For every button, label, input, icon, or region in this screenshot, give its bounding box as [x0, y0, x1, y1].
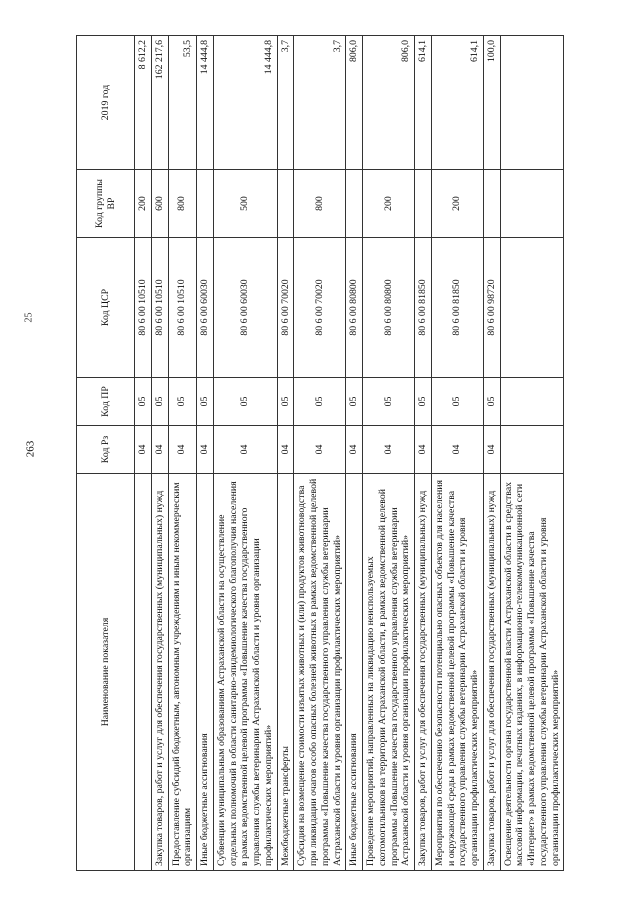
cell-pr: 05 [277, 378, 294, 426]
cell-amount: 806,0 [346, 36, 363, 170]
cell-name: Предоставление субсидий бюджетным, автономным учреждениям и иным некоммерческим организациям [168, 474, 197, 871]
cell-amount: 100,0 [483, 36, 500, 170]
table-row [168, 36, 197, 871]
cell-pr: 05 [346, 378, 363, 426]
table-body [135, 36, 564, 871]
header-row [77, 36, 135, 871]
cell-vr [277, 170, 294, 238]
table-row [483, 36, 500, 871]
cell-name: Освещение деятельности органа государственной власти Астраханской области в средствах массовой информации, печатных изданиях, в информационно-телекоммуникационной сети «Интернет» в рамках ведомственной целевой программы «Повышение качества государственного управления службы ветеринарии Астраханской области и уровня организации профилактических мероприятий» [500, 474, 564, 871]
cell-rz [500, 426, 564, 474]
header-csr: Код ЦСР [77, 238, 135, 378]
cell-csr: 80 6 00 70020 [277, 238, 294, 378]
cell-name: Субсидия на возмещение стоимости изъятых животных и (или) продуктов животноводства при ликвидации очагов особо опасных болезней животных в рамках ведомственной целевой программы «Повышение качества государственного управления службы ветеринарии Астраханской области и уровня организации профилактических мероприятий» [294, 474, 346, 871]
table-row [197, 36, 214, 871]
cell-rz: 04 [415, 426, 432, 474]
cell-rz: 04 [363, 426, 415, 474]
cell-pr: 05 [197, 378, 214, 426]
handwritten-stamp: 25 [23, 312, 35, 323]
cell-csr: 80 6 00 98720 [483, 238, 500, 378]
table-row [213, 36, 277, 871]
table-row [363, 36, 415, 871]
cell-pr [500, 378, 564, 426]
cell-name: Мероприятия по обеспечению безопасности потенциально опасных объектов для населения и окружающей среды в рамках ведомственной целевой программы «Повышение качества государственного управления службы ветеринарии Астраханской области и уровня организации профилактических мероприятий» [431, 474, 483, 871]
cell-pr: 05 [483, 378, 500, 426]
cell-csr: 80 6 00 80800 [363, 238, 415, 378]
cell-rz: 04 [213, 426, 277, 474]
cell-amount: 614,1 [415, 36, 432, 170]
table-row [500, 36, 564, 871]
cell-name: Межбюджетные трансферты [277, 474, 294, 871]
cell-rz: 04 [277, 426, 294, 474]
cell-pr: 05 [363, 378, 415, 426]
cell-vr [500, 170, 564, 238]
cell-name: Иные бюджетные ассигнования [197, 474, 214, 871]
cell-pr: 05 [415, 378, 432, 426]
cell-amount: 3,7 [294, 36, 346, 170]
cell-name: Проведение мероприятий, направленных на ликвидацию неиспользуемых скотомогильников на территории Астраханской области, в рамках ведомственной целевой программы «Повышение качества государственного управления службы ветеринарии Астраханской области и уровня организации профилактических мероприятий» [363, 474, 415, 871]
cell-pr: 05 [431, 378, 483, 426]
cell-pr: 05 [213, 378, 277, 426]
cell-rz: 04 [483, 426, 500, 474]
cell-rz: 04 [294, 426, 346, 474]
header-vr: Код группы ВР [77, 170, 135, 238]
table-row [294, 36, 346, 871]
cell-name: Субвенции муниципальным образованиям Астраханской области на осуществление отдельных полномочий в области санитарно-эпидемиологического благополучия населения в рамках ведомственной целевой программы «Повышение качества государственного управления службы ветеринарии Астраханской области и уровня организации профилактических мероприятий» [213, 474, 277, 871]
table-row [346, 36, 363, 871]
cell-vr [197, 170, 214, 238]
cell-csr: 80 6 00 60030 [197, 238, 214, 378]
cell-amount: 53,5 [168, 36, 197, 170]
cell-name: Иные бюджетные ассигнования [346, 474, 363, 871]
cell-csr [500, 238, 564, 378]
budget-table [76, 35, 564, 871]
cell-rz: 04 [151, 426, 168, 474]
cell-csr: 80 6 00 81850 [431, 238, 483, 378]
table-row [415, 36, 432, 871]
cell-rz: 04 [135, 426, 152, 474]
table-row [151, 36, 168, 871]
cell-csr: 80 6 00 10510 [168, 238, 197, 378]
header-name: Наименование показателя [77, 474, 135, 871]
table-row [135, 36, 152, 871]
cell-name [135, 474, 152, 871]
table-row [431, 36, 483, 871]
cell-amount [500, 36, 564, 170]
cell-csr: 80 6 00 10510 [151, 238, 168, 378]
cell-rz: 04 [168, 426, 197, 474]
cell-vr: 600 [151, 170, 168, 238]
cell-pr: 05 [168, 378, 197, 426]
cell-vr [415, 170, 432, 238]
cell-csr: 80 6 00 81850 [415, 238, 432, 378]
cell-amount: 162 217,6 [151, 36, 168, 170]
cell-pr: 05 [135, 378, 152, 426]
header-year: 2019 год [77, 36, 135, 170]
cell-pr: 05 [151, 378, 168, 426]
table-row [277, 36, 294, 871]
cell-pr: 05 [294, 378, 346, 426]
cell-vr: 200 [135, 170, 152, 238]
cell-amount: 3,7 [277, 36, 294, 170]
cell-vr: 200 [431, 170, 483, 238]
cell-amount: 14 444,8 [197, 36, 214, 170]
cell-vr [346, 170, 363, 238]
cell-amount: 8 612,2 [135, 36, 152, 170]
cell-csr: 80 6 00 10510 [135, 238, 152, 378]
cell-rz: 04 [197, 426, 214, 474]
cell-amount: 614,1 [431, 36, 483, 170]
cell-csr: 80 6 00 70020 [294, 238, 346, 378]
header-rz: Код Рз [77, 426, 135, 474]
cell-csr: 80 6 00 80800 [346, 238, 363, 378]
cell-vr: 800 [294, 170, 346, 238]
cell-rz: 04 [346, 426, 363, 474]
cell-vr: 200 [363, 170, 415, 238]
cell-name: Закупка товаров, работ и услуг для обеспечения государственных (муниципальных) нужд [483, 474, 500, 871]
cell-vr: 800 [168, 170, 197, 238]
header-pr: Код ПР [77, 378, 135, 426]
cell-name: Закупка товаров, работ и услуг для обеспечения государственных (муниципальных) нужд [151, 474, 168, 871]
cell-amount: 14 444,8 [213, 36, 277, 170]
cell-vr: 500 [213, 170, 277, 238]
rotated-page-content [76, 36, 564, 871]
cell-name: Закупка товаров, работ и услуг для обеспечения государственных (муниципальных) нужд [415, 474, 432, 871]
page-number: 263 [24, 440, 37, 458]
cell-amount: 806,0 [363, 36, 415, 170]
cell-vr [483, 170, 500, 238]
cell-csr: 80 6 00 60030 [213, 238, 277, 378]
cell-rz: 04 [431, 426, 483, 474]
